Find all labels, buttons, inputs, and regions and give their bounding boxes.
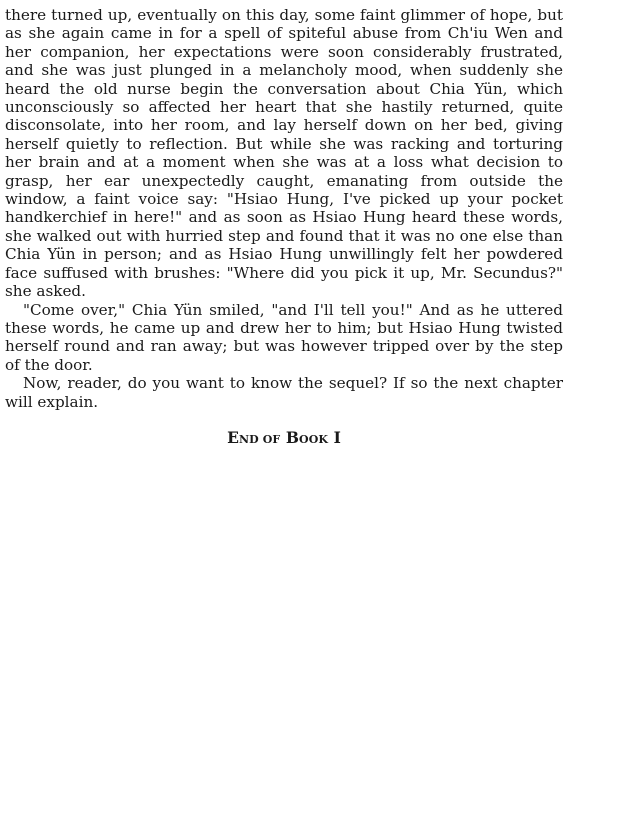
end-rest: ND OF xyxy=(239,432,281,446)
paragraph-3: Now, reader, do you want to know the sequel? If so the next chapter will explain. xyxy=(5,374,563,411)
paragraph-1: there turned up, eventually on this day, some faint glimmer of hope, but as she again came in for a spell of spiteful abuse from Ch'iu Wen and her companion, her expectations were soon considerably frustrated, and she was just plunged in a melancholy mood, when suddenly she heard the old nurse begin the conversation about Chia Yün, which unconsciously so affected her heart that she hastily returned, quite disconsolate, into her room, and lay herself down on her bed, giving herself quietly to reflection. But while she was racking and torturing her brain and at a moment when she was at a loss what decision to grasp, her ear unexpectedly caught, emanating from outside the window, a faint voice say: "Hsiao Hung, I've picked up your pocket handkerchief in here!" and as soon as Hsiao Hung heard these words, she walked out with hurried step and found that it was no one else than Chia Yün in person; and as Hsiao Hung unwillingly felt her powdered face suffused with brushes: "Where did you pick it up, Mr. Secundus?" she asked. xyxy=(5,6,563,301)
document-page xyxy=(5,6,563,449)
end-initial: E xyxy=(227,427,239,447)
book-rest: OOK xyxy=(299,432,329,446)
book-number: I xyxy=(333,427,341,447)
end-of-book-heading xyxy=(5,429,563,449)
paragraph-2: "Come over," Chia Yün smiled, "and I'll tell you!" And as he uttered these words, he came up and drew her to him; but Hsiao Hung twisted herself round and ran away; but was however tripped over by the step of the door. xyxy=(5,300,563,374)
book-initial: B xyxy=(285,427,300,447)
